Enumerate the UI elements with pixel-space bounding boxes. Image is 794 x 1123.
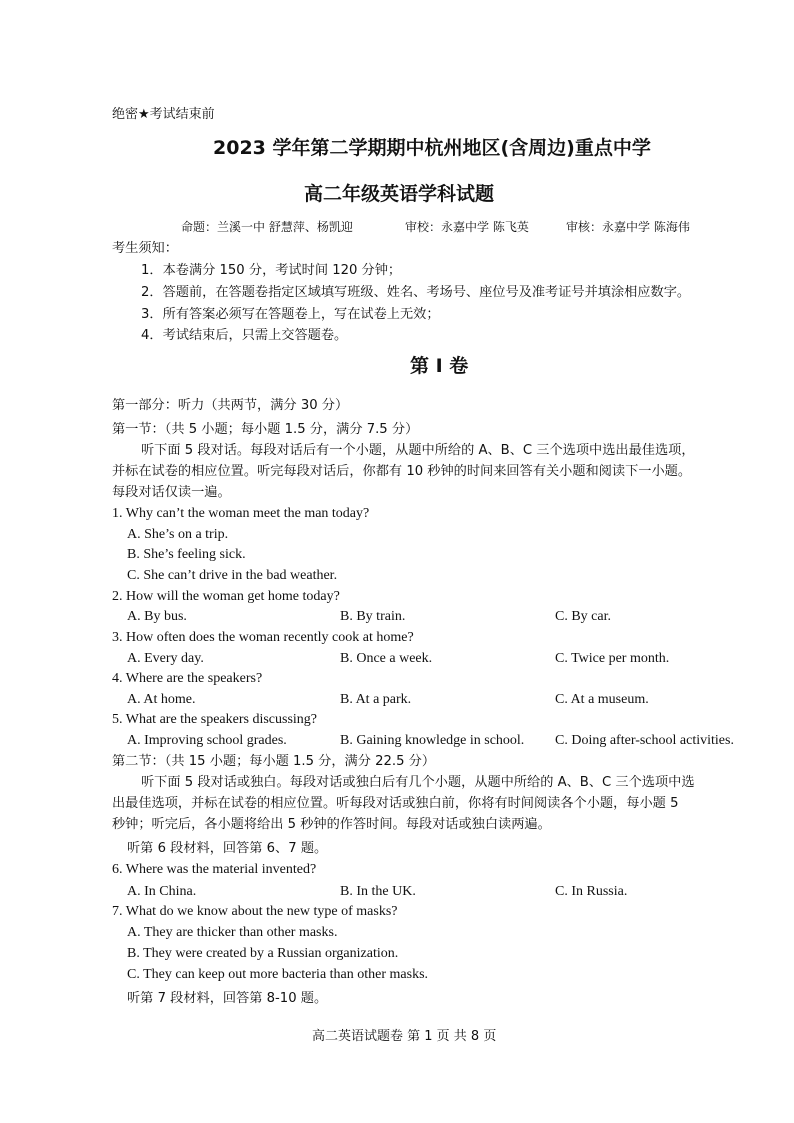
part1-heading: 第一部分：听力（共两节，满分 30 分）: [112, 398, 349, 413]
question-option: C. They can keep out more bacteria than other masks.: [127, 967, 429, 982]
page-footer: 高二英语试题卷 第 1 页 共 8 页: [312, 1029, 497, 1044]
question-option: A. They are thicker than other masks.: [127, 925, 338, 940]
question-stem: 7. What do we know about the new type of masks?: [112, 904, 398, 919]
section1-instruction: 每段对话仅读一遍。: [112, 485, 231, 500]
notice-item: 2．答题前，在答题卷指定区域填写班级、姓名、考场号、座位号及准考证号并填涂相应数字。: [141, 285, 691, 300]
question-stem: 2. How will the woman get home today?: [112, 589, 340, 604]
question-stem: 1. Why can’t the woman meet the man today?: [112, 506, 370, 521]
material-7-note: 听第 7 段材料，回答第 8-10 题。: [127, 991, 328, 1006]
section2-instruction: 出最佳选项，并标在试卷的相应位置。听每段对话或独白前，你将有时间阅读各个小题，每小题 5: [112, 796, 679, 811]
question-stem: 6. Where was the material invented?: [112, 862, 317, 877]
section2-heading: 第二节：（共 15 小题；每小题 1.5 分，满分 22.5 分）: [112, 754, 436, 769]
question-option: A. Improving school grades.: [127, 733, 287, 748]
credits-author: 命题：兰溪一中 舒慧萍、杨凯迎: [181, 220, 353, 234]
notice-item: 1．本卷满分 150 分，考试时间 120 分钟；: [141, 263, 402, 278]
question-option: A. In China.: [127, 884, 197, 899]
confidential-mark: 绝密★考试结束前: [112, 107, 215, 122]
volume-heading: 第 I 卷: [410, 355, 469, 377]
question-option: B. They were created by a Russian organization.: [127, 946, 399, 961]
section1-heading: 第一节：（共 5 小题；每小题 1.5 分，满分 7.5 分）: [112, 422, 419, 437]
question-option: B. She’s feeling sick.: [127, 547, 246, 562]
question-option: C. In Russia.: [555, 884, 628, 899]
exam-title: 2023 学年第二学期期中杭州地区(含周边)重点中学: [213, 137, 651, 159]
question-option: C. Doing after-school activities.: [555, 733, 734, 748]
question-option: B. At a park.: [340, 692, 412, 707]
credits-reviewer: 审校：永嘉中学 陈飞英: [405, 220, 529, 234]
question-option: A. At home.: [127, 692, 196, 707]
question-option: B. In the UK.: [340, 884, 416, 899]
question-option: C. Twice per month.: [555, 651, 670, 666]
question-option: C. She can’t drive in the bad weather.: [127, 568, 338, 583]
question-option: A. Every day.: [127, 651, 204, 666]
section2-instruction: 秒钟；听完后，各小题将给出 5 秒钟的作答时间。每段对话或独白读两遍。: [112, 817, 551, 832]
question-option: C. At a museum.: [555, 692, 649, 707]
section1-instruction: 并标在试卷的相应位置。听完每段对话后，你都有 10 秒钟的时间来回答有关小题和阅读下一小题。: [112, 464, 692, 479]
question-stem: 4. Where are the speakers?: [112, 671, 263, 686]
question-option: B. Gaining knowledge in school.: [340, 733, 525, 748]
question-option: A. By bus.: [127, 609, 187, 624]
notice-heading: 考生须知：: [112, 241, 178, 256]
question-option: B. Once a week.: [340, 651, 433, 666]
notice-item: 3．所有答案必须写在答题卷上，写在试卷上无效；: [141, 307, 440, 322]
question-option: C. By car.: [555, 609, 611, 624]
notice-item: 4．考试结束后，只需上交答题卷。: [141, 328, 348, 343]
question-stem: 5. What are the speakers discussing?: [112, 712, 318, 727]
credits-checker: 审核：永嘉中学 陈海伟: [566, 220, 690, 234]
question-option: A. She’s on a trip.: [127, 527, 229, 542]
section2-instruction: 听下面 5 段对话或独白。每段对话或独白后有几个小题，从题中所给的 A、B、C 三个选项中选: [141, 775, 695, 790]
section1-instruction: 听下面 5 段对话。每段对话后有一个小题，从题中所给的 A、B、C 三个选项中选出最佳选项，: [141, 443, 695, 458]
question-stem: 3. How often does the woman recently cook at home?: [112, 630, 414, 645]
question-option: B. By train.: [340, 609, 406, 624]
material-6-note: 听第 6 段材料，回答第 6、7 题。: [127, 841, 328, 856]
exam-subtitle: 高二年级英语学科试题: [304, 183, 495, 205]
